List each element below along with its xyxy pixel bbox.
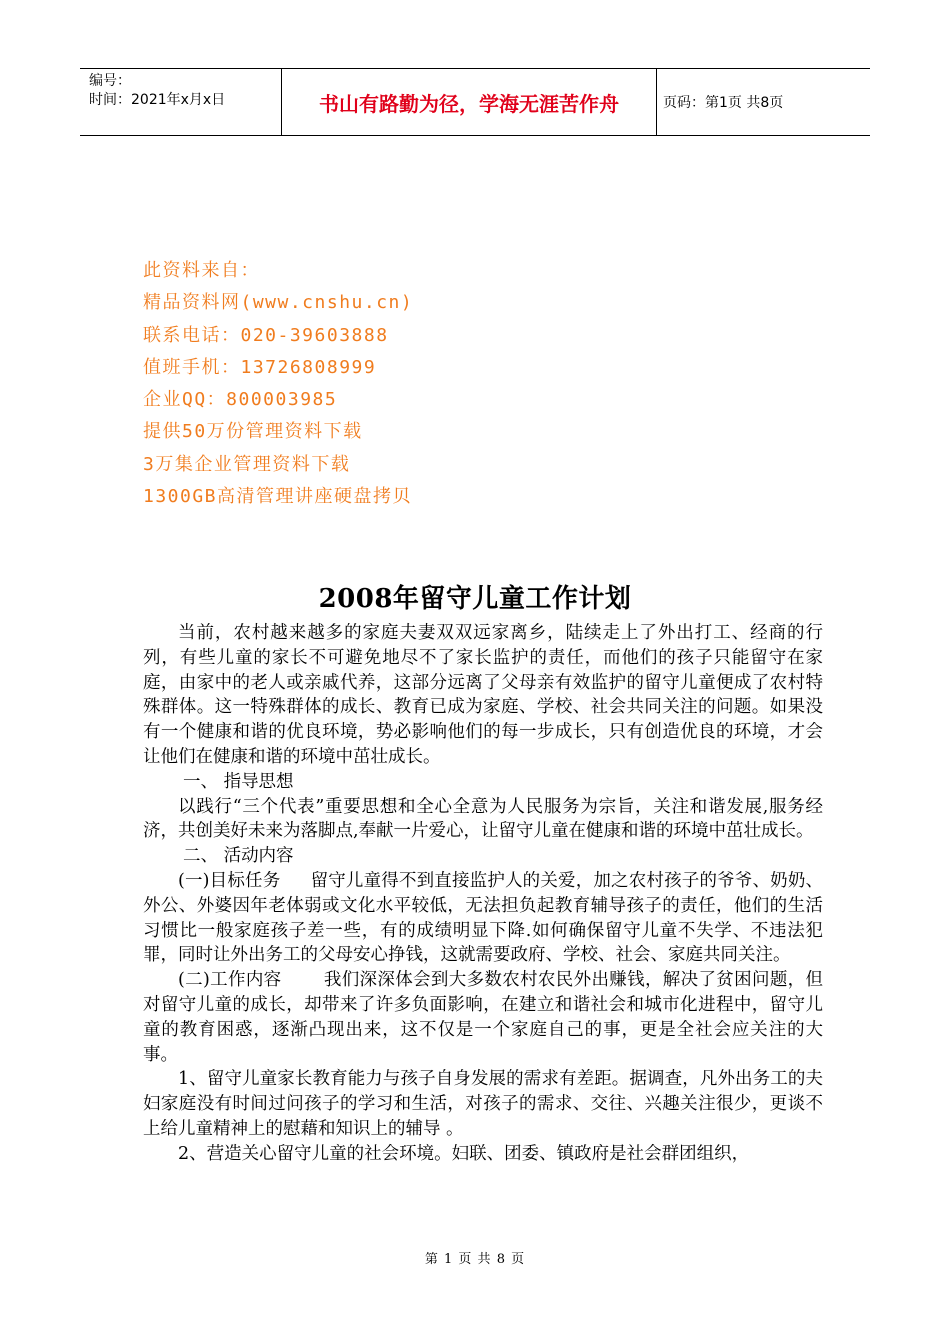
- document-body: [143, 621, 823, 1167]
- section-paragraph: 以践行“三个代表”重要思想和全心全意为人民服务为宗旨，关注和谐发展,服务经济，共创美好未来为落脚点,奉献一片爱心，让留守儿童在健康和谐的环境中茁壮成长。: [143, 796, 823, 842]
- subsection-text: 我们深深体会到大多数农村农民外出赚钱，解决了贫困问题，但对留守儿童的成长，却带来了许多负面影响，在建立和谐社会和城市化进程中，留守儿童的教育困惑，逐渐凸现出来，这不仅是一个家庭自己的事，更是全社会应关注的大事。: [143, 970, 824, 1065]
- ad-block: [143, 255, 413, 513]
- ad-line: 1300GB高清管理讲座硬盘拷贝: [143, 486, 413, 508]
- ad-line: 企业QQ：800003985: [143, 389, 338, 411]
- document-title: 2008年留守儿童工作计划: [318, 584, 632, 614]
- header-motto: 书山有路勤为径，学海无涯苦作舟: [282, 69, 657, 135]
- list-item: 1、留守儿童家长教育能力与孩子自身发展的需求有差距。据调查，凡外出务工的夫妇家庭没有时间过问孩子的学习和生活，对孩子的需求、交往、兴趣关注很少，更谈不上给儿童精神上的慰藉和知识上的辅导 。: [143, 1069, 823, 1139]
- intro-paragraph: 当前，农村越来越多的家庭夫妻双双远家离乡，陆续走上了外出打工、经商的行列，有些儿童的家长不可避免地尽不了家长监护的责任，而他们的孩子只能留守在家庭，由家中的老人或亲戚代养，这部分远离了父母亲有效监护的留守儿童便成了农村特殊群体。这一特殊群体的成长、教育已成为家庭、学校、社会共同关注的问题。如果没有一个健康和谐的优良环境，势必影响他们的每一步成长，只有创造优良的环境，才会让他们在健康和谐的环境中茁壮成长。: [143, 623, 823, 767]
- time-label: 时间：2021年x月x日: [89, 92, 226, 108]
- subsection-paragraph: [143, 968, 823, 1067]
- subsection-paragraph: [143, 869, 823, 968]
- ad-line: 精品资料网(www.cnshu.cn): [143, 292, 414, 314]
- subsection-label: (二)工作内容: [178, 970, 282, 991]
- list-item: 2、营造关心留守儿童的社会环境。妇联、团委、镇政府是社会群团组织，: [178, 1143, 750, 1164]
- header-meta-cell: [80, 69, 282, 135]
- ad-line: 值班手机：13726808999: [143, 356, 377, 378]
- ad-line: 3万集企业管理资料下载: [143, 453, 351, 475]
- header-page-info: 页码：第1页 共8页: [663, 95, 784, 111]
- subsection-text: 留守儿童得不到直接监护人的关爱，加之农村孩子的爷爷、奶奶、外公、外婆因年老体弱或文化水平较低，无法担负起教育辅导孩子的责任，他们的生活习惯比一般家庭孩子差一些，有的成绩明显下降.如何确保留守儿童不失学、不违法犯罪，同时让外出务工的父母安心挣钱，这就需要政府、学校、社会、家庭共同关注。: [143, 870, 823, 966]
- ad-line: 提供50万份管理资料下载: [143, 421, 363, 443]
- number-label: 编号：: [89, 73, 131, 89]
- ad-line: 此资料来自：: [143, 260, 260, 281]
- section-heading: 一、 指导思想: [183, 771, 294, 792]
- ad-line: 联系电话：020-39603888: [143, 324, 389, 346]
- header-table: [80, 68, 870, 136]
- page-footer: 第 1 页 共 8 页: [424, 1252, 526, 1267]
- subsection-label: (一)目标任务: [178, 870, 281, 891]
- section-heading: 二、 活动内容: [183, 846, 294, 867]
